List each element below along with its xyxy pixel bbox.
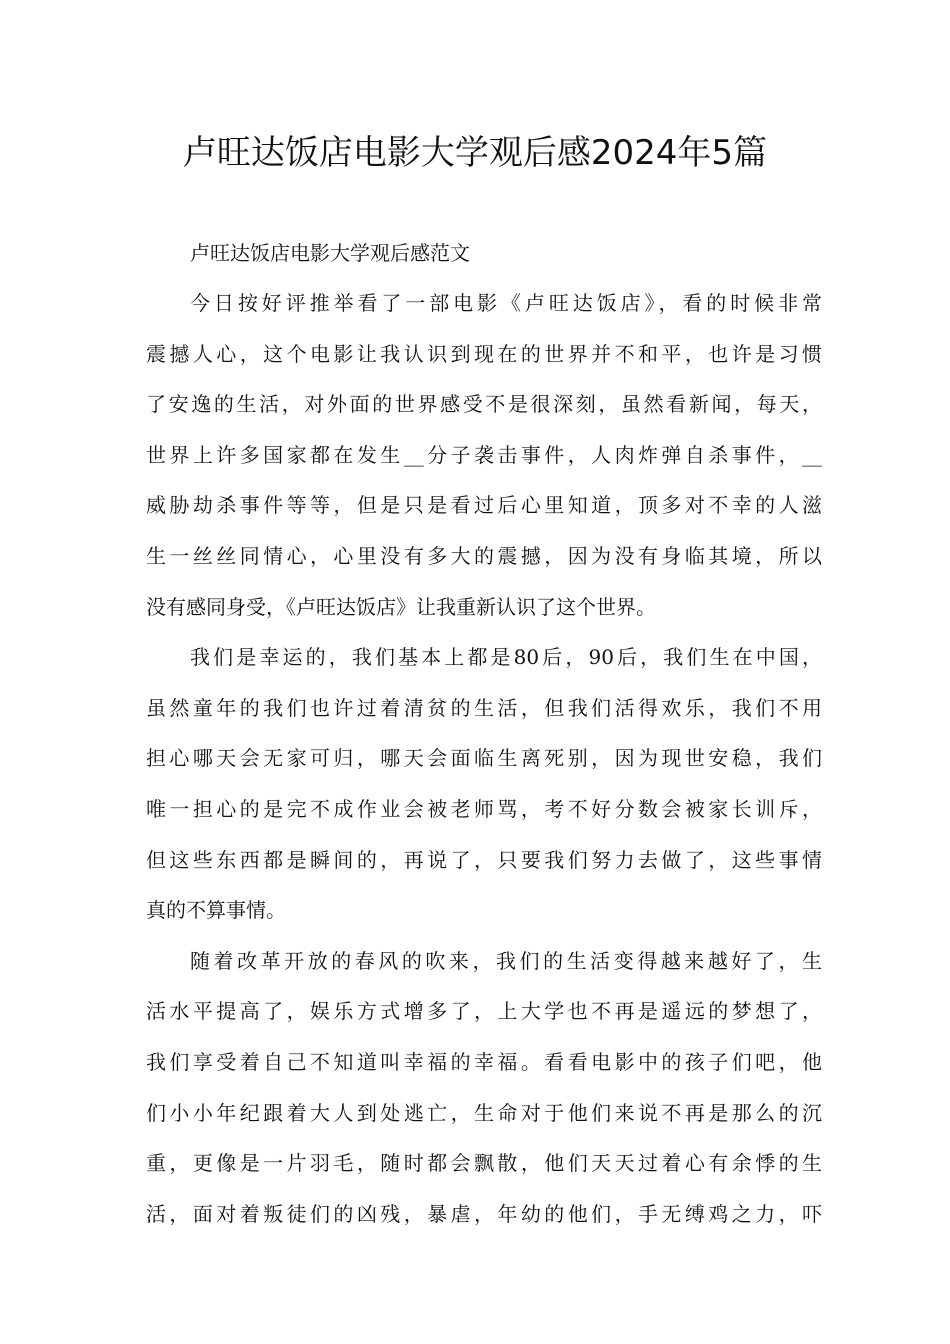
paragraph-line: 我们是幸运的，我们基本上都是80后，90后，我们生在中国， <box>190 645 822 670</box>
paragraph-line: 今日按好评推举看了一部电影《卢旺达饭店》，看的时候非常 <box>190 291 822 315</box>
paragraph-line: 了安逸的生活，对外面的世界感受不是很深刻，虽然看新闻，每天， <box>146 392 822 417</box>
paragraph-2 <box>146 632 822 936</box>
paragraph-line: 唯一担心的是完不成作业会被老师骂，考不好分数会被家长训斥， <box>146 796 822 821</box>
document-subtitle: 卢旺达饭店电影大学观后感范文 <box>190 241 470 265</box>
paragraph-line: 我们享受着自己不知道叫幸福的幸福。看看电影中的孩子们吧，他 <box>146 1049 822 1074</box>
paragraph-3 <box>146 936 822 1240</box>
paragraph-line: 活水平提高了，娱乐方式增多了，上大学也不再是遥远的梦想了， <box>146 999 822 1024</box>
paragraph-line: 威胁劫杀事件等等，但是只是看过后心里知道，顶多对不幸的人滋 <box>146 493 822 518</box>
document-title: 卢旺达饭店电影大学观后感2024年5篇 <box>182 133 768 173</box>
paragraph-line: 没有感同身受，《卢旺达饭店》让我重新认识了这个世界。 <box>146 594 656 619</box>
paragraph-line: 随着改革开放的春风的吹来，我们的生活变得越来越好了，生 <box>190 948 822 973</box>
paragraph-line: 真的不算事情。 <box>146 898 286 923</box>
paragraph-line: 但这些东西都是瞬间的，再说了，只要我们努力去做了，这些事情 <box>146 847 822 872</box>
paragraph-line: 重，更像是一片羽毛，随时都会飘散，他们天天过着心有余悸的生 <box>146 1151 822 1176</box>
paragraph-line: 担心哪天会无家可归，哪天会面临生离死别，因为现世安稳，我们 <box>146 746 822 771</box>
paragraph-line: 活，面对着叛徒们的凶残，暴虐，年幼的他们，手无缚鸡之力，吓 <box>146 1201 822 1226</box>
paragraph-1 <box>146 278 822 632</box>
paragraph-line: 虽然童年的我们也许过着清贫的生活，但我们活得欢乐，我们不用 <box>146 695 822 720</box>
paragraph-line: 世界上许多国家都在发生__分子袭击事件，人肉炸弹自杀事件，__ <box>146 442 822 467</box>
paragraph-line: 震撼人心，这个电影让我认识到现在的世界并不和平，也许是习惯 <box>146 341 822 366</box>
document-body <box>146 228 822 1239</box>
paragraph-line: 生一丝丝同情心，心里没有多大的震撼，因为没有身临其境，所以 <box>146 543 822 568</box>
paragraph-line: 们小小年纪跟着大人到处逃亡，生命对于他们来说不再是那么的沉 <box>146 1100 822 1125</box>
